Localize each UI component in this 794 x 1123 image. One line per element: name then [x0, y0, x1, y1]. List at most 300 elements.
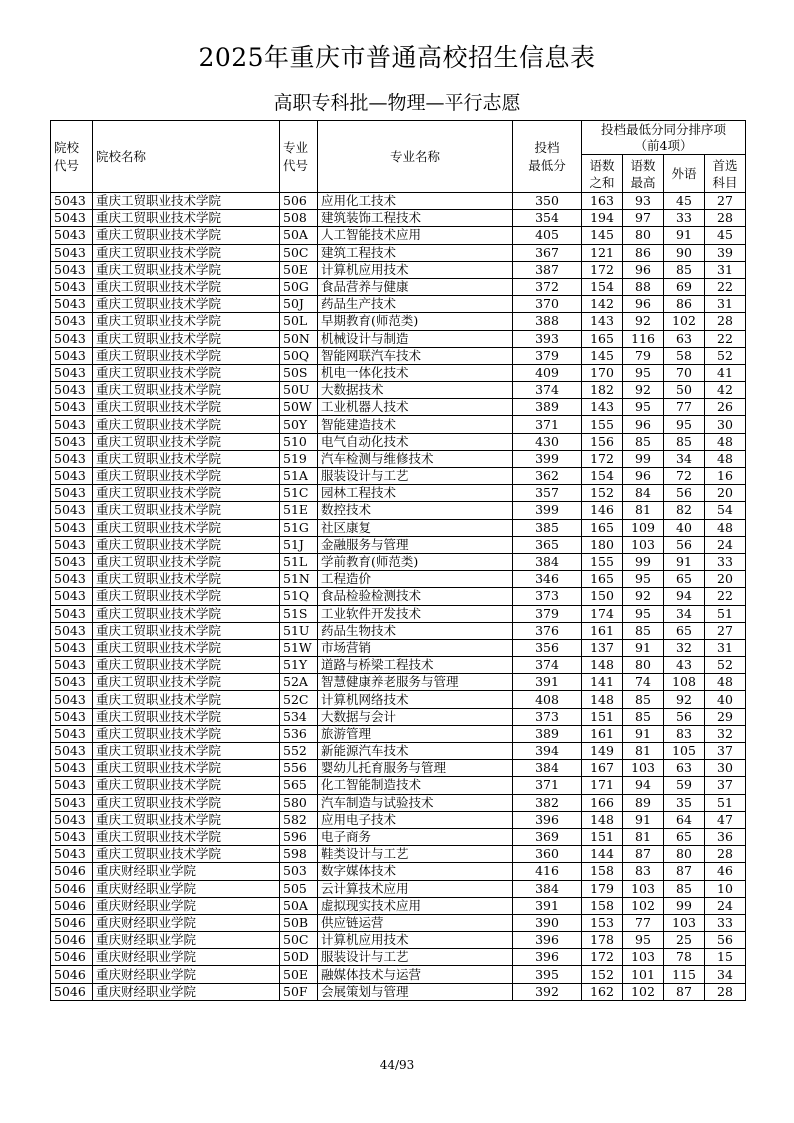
cell-chinese-math-max: 91 — [623, 811, 664, 828]
cell-chinese-math-max: 95 — [623, 364, 664, 381]
cell-foreign-language: 32 — [664, 639, 705, 656]
cell-major-code: 582 — [280, 811, 318, 828]
cell-chinese-math-max: 85 — [623, 622, 664, 639]
table-row — [51, 416, 746, 433]
cell-first-subject: 15 — [705, 949, 746, 966]
cell-major-code: 50C — [280, 932, 318, 949]
cell-min-score: 382 — [513, 794, 582, 811]
cell-major-code: 519 — [280, 450, 318, 467]
cell-min-score: 370 — [513, 296, 582, 313]
cell-school-name: 重庆工贸职业技术学院 — [93, 743, 280, 760]
cell-first-subject: 51 — [705, 605, 746, 622]
table-row — [51, 485, 746, 502]
cell-major-code: 50Q — [280, 347, 318, 364]
cell-major-code: 50D — [280, 949, 318, 966]
cell-major-name: 数控技术 — [318, 502, 513, 519]
cell-first-subject: 29 — [705, 708, 746, 725]
cell-major-code: 51W — [280, 639, 318, 656]
cell-school-code: 5043 — [51, 605, 93, 622]
cell-major-name: 智慧健康养老服务与管理 — [318, 674, 513, 691]
cell-major-code: 510 — [280, 433, 318, 450]
cell-chinese-math-sum: 162 — [582, 983, 623, 1000]
cell-chinese-math-sum: 150 — [582, 588, 623, 605]
cell-chinese-math-sum: 172 — [582, 261, 623, 278]
cell-min-score: 373 — [513, 588, 582, 605]
cell-first-subject: 46 — [705, 863, 746, 880]
cell-chinese-math-max: 81 — [623, 502, 664, 519]
cell-school-name: 重庆工贸职业技术学院 — [93, 193, 280, 210]
cell-major-code: 50A — [280, 897, 318, 914]
cell-major-name: 新能源汽车技术 — [318, 743, 513, 760]
cell-school-code: 5043 — [51, 450, 93, 467]
cell-min-score: 408 — [513, 691, 582, 708]
cell-major-name: 学前教育(师范类) — [318, 553, 513, 570]
cell-school-name: 重庆工贸职业技术学院 — [93, 571, 280, 588]
cell-major-code: 51L — [280, 553, 318, 570]
cell-chinese-math-max: 102 — [623, 983, 664, 1000]
cell-major-name: 旅游管理 — [318, 725, 513, 742]
cell-school-name: 重庆工贸职业技术学院 — [93, 433, 280, 450]
cell-major-code: 51C — [280, 485, 318, 502]
cell-foreign-language: 87 — [664, 983, 705, 1000]
cell-chinese-math-max: 91 — [623, 725, 664, 742]
cell-min-score: 346 — [513, 571, 582, 588]
cell-school-code: 5043 — [51, 244, 93, 261]
cell-chinese-math-max: 109 — [623, 519, 664, 536]
cell-foreign-language: 85 — [664, 261, 705, 278]
cell-foreign-language: 78 — [664, 949, 705, 966]
cell-chinese-math-sum: 165 — [582, 519, 623, 536]
cell-school-code: 5046 — [51, 914, 93, 931]
table-row — [51, 932, 746, 949]
cell-foreign-language: 45 — [664, 193, 705, 210]
cell-chinese-math-sum: 161 — [582, 622, 623, 639]
cell-chinese-math-sum: 163 — [582, 193, 623, 210]
cell-school-code: 5043 — [51, 828, 93, 845]
cell-foreign-language: 64 — [664, 811, 705, 828]
cell-school-code: 5043 — [51, 571, 93, 588]
cell-school-code: 5043 — [51, 811, 93, 828]
cell-min-score: 379 — [513, 605, 582, 622]
cell-school-name: 重庆工贸职业技术学院 — [93, 261, 280, 278]
cell-chinese-math-sum: 166 — [582, 794, 623, 811]
cell-major-name: 汽车制造与试验技术 — [318, 794, 513, 811]
cell-chinese-math-max: 92 — [623, 588, 664, 605]
cell-school-code: 5043 — [51, 468, 93, 485]
cell-school-name: 重庆工贸职业技术学院 — [93, 364, 280, 381]
table-row — [51, 880, 746, 897]
cell-chinese-math-sum: 174 — [582, 605, 623, 622]
cell-foreign-language: 65 — [664, 828, 705, 845]
cell-major-code: 51G — [280, 519, 318, 536]
cell-chinese-math-sum: 145 — [582, 227, 623, 244]
cell-first-subject: 32 — [705, 725, 746, 742]
cell-school-name: 重庆工贸职业技术学院 — [93, 278, 280, 295]
cell-chinese-math-sum: 172 — [582, 949, 623, 966]
cell-first-subject: 33 — [705, 914, 746, 931]
cell-school-code: 5043 — [51, 777, 93, 794]
cell-foreign-language: 115 — [664, 966, 705, 983]
cell-major-code: 51J — [280, 536, 318, 553]
cell-major-code: 51E — [280, 502, 318, 519]
cell-first-subject: 47 — [705, 811, 746, 828]
table-row — [51, 519, 746, 536]
cell-min-score: 430 — [513, 433, 582, 450]
cell-first-subject: 56 — [705, 932, 746, 949]
cell-school-name: 重庆工贸职业技术学院 — [93, 536, 280, 553]
cell-foreign-language: 56 — [664, 485, 705, 502]
cell-min-score: 371 — [513, 777, 582, 794]
cell-school-code: 5043 — [51, 743, 93, 760]
cell-major-name: 智能网联汽车技术 — [318, 347, 513, 364]
cell-major-name: 智能建造技术 — [318, 416, 513, 433]
cell-min-score: 396 — [513, 949, 582, 966]
cell-first-subject: 48 — [705, 674, 746, 691]
table-row — [51, 278, 746, 295]
cell-school-name: 重庆财经职业学院 — [93, 932, 280, 949]
cell-foreign-language: 77 — [664, 399, 705, 416]
cell-chinese-math-sum: 171 — [582, 777, 623, 794]
cell-foreign-language: 69 — [664, 278, 705, 295]
cell-major-code: 565 — [280, 777, 318, 794]
table-row — [51, 828, 746, 845]
cell-major-name: 建筑装饰工程技术 — [318, 210, 513, 227]
cell-foreign-language: 72 — [664, 468, 705, 485]
cell-chinese-math-sum: 148 — [582, 657, 623, 674]
cell-min-score: 379 — [513, 347, 582, 364]
cell-foreign-language: 80 — [664, 846, 705, 863]
table-row — [51, 949, 746, 966]
cell-min-score: 356 — [513, 639, 582, 656]
table-row — [51, 296, 746, 313]
cell-chinese-math-max: 102 — [623, 897, 664, 914]
cell-chinese-math-max: 99 — [623, 553, 664, 570]
table-row — [51, 674, 746, 691]
cell-chinese-math-sum: 154 — [582, 468, 623, 485]
cell-school-name: 重庆财经职业学院 — [93, 966, 280, 983]
cell-major-name: 药品生物技术 — [318, 622, 513, 639]
cell-major-name: 数字媒体技术 — [318, 863, 513, 880]
cell-chinese-math-sum: 180 — [582, 536, 623, 553]
cell-first-subject: 31 — [705, 261, 746, 278]
cell-major-code: 50F — [280, 983, 318, 1000]
cell-major-name: 食品营养与健康 — [318, 278, 513, 295]
cell-school-name: 重庆工贸职业技术学院 — [93, 382, 280, 399]
cell-min-score: 367 — [513, 244, 582, 261]
cell-min-score: 416 — [513, 863, 582, 880]
cell-school-name: 重庆工贸职业技术学院 — [93, 708, 280, 725]
cell-major-code: 51Y — [280, 657, 318, 674]
cell-foreign-language: 70 — [664, 364, 705, 381]
cell-chinese-math-sum: 143 — [582, 399, 623, 416]
table-body — [51, 193, 746, 1001]
cell-major-name: 大数据技术 — [318, 382, 513, 399]
cell-chinese-math-sum: 151 — [582, 708, 623, 725]
cell-major-name: 园林工程技术 — [318, 485, 513, 502]
cell-min-score: 393 — [513, 330, 582, 347]
cell-major-code: 50E — [280, 966, 318, 983]
cell-school-code: 5043 — [51, 519, 93, 536]
cell-school-name: 重庆工贸职业技术学院 — [93, 760, 280, 777]
cell-foreign-language: 34 — [664, 450, 705, 467]
cell-school-code: 5043 — [51, 536, 93, 553]
cell-school-code: 5043 — [51, 416, 93, 433]
cell-first-subject: 24 — [705, 897, 746, 914]
cell-first-subject: 54 — [705, 502, 746, 519]
cell-first-subject: 28 — [705, 846, 746, 863]
cell-major-code: 50B — [280, 914, 318, 931]
cell-chinese-math-sum: 142 — [582, 296, 623, 313]
cell-foreign-language: 43 — [664, 657, 705, 674]
cell-school-code: 5046 — [51, 949, 93, 966]
table-row — [51, 313, 746, 330]
cell-chinese-math-max: 96 — [623, 261, 664, 278]
cell-major-code: 51S — [280, 605, 318, 622]
cell-chinese-math-max: 103 — [623, 880, 664, 897]
cell-foreign-language: 65 — [664, 571, 705, 588]
cell-major-code: 50S — [280, 364, 318, 381]
cell-chinese-math-max: 93 — [623, 193, 664, 210]
cell-min-score: 390 — [513, 914, 582, 931]
cell-chinese-math-max: 97 — [623, 210, 664, 227]
cell-min-score: 391 — [513, 674, 582, 691]
cell-chinese-math-max: 83 — [623, 863, 664, 880]
table-row — [51, 433, 746, 450]
cell-min-score: 399 — [513, 450, 582, 467]
cell-min-score: 374 — [513, 382, 582, 399]
cell-major-code: 51Q — [280, 588, 318, 605]
header-min-score: 投档 最低分 — [513, 121, 582, 193]
cell-chinese-math-max: 89 — [623, 794, 664, 811]
cell-chinese-math-sum: 145 — [582, 347, 623, 364]
cell-major-name: 计算机应用技术 — [318, 261, 513, 278]
cell-major-name: 大数据与会计 — [318, 708, 513, 725]
cell-school-name: 重庆工贸职业技术学院 — [93, 605, 280, 622]
cell-chinese-math-max: 101 — [623, 966, 664, 983]
cell-major-code: 505 — [280, 880, 318, 897]
cell-first-subject: 22 — [705, 278, 746, 295]
table-row — [51, 227, 746, 244]
table-row — [51, 502, 746, 519]
cell-school-name: 重庆工贸职业技术学院 — [93, 296, 280, 313]
cell-min-score: 389 — [513, 399, 582, 416]
cell-major-name: 药品生产技术 — [318, 296, 513, 313]
cell-foreign-language: 103 — [664, 914, 705, 931]
cell-chinese-math-sum: 148 — [582, 691, 623, 708]
cell-first-subject: 42 — [705, 382, 746, 399]
cell-major-code: 51N — [280, 571, 318, 588]
cell-chinese-math-sum: 158 — [582, 863, 623, 880]
cell-major-code: 50J — [280, 296, 318, 313]
cell-min-score: 374 — [513, 657, 582, 674]
cell-first-subject: 31 — [705, 296, 746, 313]
cell-first-subject: 31 — [705, 639, 746, 656]
cell-foreign-language: 34 — [664, 605, 705, 622]
cell-first-subject: 24 — [705, 536, 746, 553]
cell-school-name: 重庆财经职业学院 — [93, 914, 280, 931]
cell-school-name: 重庆工贸职业技术学院 — [93, 399, 280, 416]
cell-first-subject: 30 — [705, 760, 746, 777]
table-row — [51, 193, 746, 210]
cell-major-name: 工程造价 — [318, 571, 513, 588]
cell-chinese-math-sum: 154 — [582, 278, 623, 295]
cell-chinese-math-sum: 182 — [582, 382, 623, 399]
cell-foreign-language: 85 — [664, 433, 705, 450]
table-row — [51, 897, 746, 914]
cell-school-name: 重庆工贸职业技术学院 — [93, 485, 280, 502]
cell-school-name: 重庆工贸职业技术学院 — [93, 811, 280, 828]
cell-school-code: 5043 — [51, 485, 93, 502]
cell-school-code: 5043 — [51, 296, 93, 313]
cell-chinese-math-sum: 167 — [582, 760, 623, 777]
cell-first-subject: 34 — [705, 966, 746, 983]
cell-school-name: 重庆工贸职业技术学院 — [93, 657, 280, 674]
cell-min-score: 372 — [513, 278, 582, 295]
cell-chinese-math-max: 74 — [623, 674, 664, 691]
cell-first-subject: 20 — [705, 485, 746, 502]
cell-chinese-math-sum: 151 — [582, 828, 623, 845]
cell-school-name: 重庆工贸职业技术学院 — [93, 468, 280, 485]
cell-min-score: 365 — [513, 536, 582, 553]
cell-major-name: 供应链运营 — [318, 914, 513, 931]
table-row — [51, 210, 746, 227]
cell-school-name: 重庆工贸职业技术学院 — [93, 639, 280, 656]
cell-min-score: 360 — [513, 846, 582, 863]
cell-foreign-language: 102 — [664, 313, 705, 330]
cell-major-code: 51A — [280, 468, 318, 485]
page-subtitle: 高职专科批—物理—平行志愿 — [273, 92, 521, 114]
cell-first-subject: 27 — [705, 193, 746, 210]
cell-school-name: 重庆财经职业学院 — [93, 983, 280, 1000]
cell-major-name: 机械设计与制造 — [318, 330, 513, 347]
cell-chinese-math-sum: 153 — [582, 914, 623, 931]
cell-major-code: 52A — [280, 674, 318, 691]
cell-foreign-language: 86 — [664, 296, 705, 313]
cell-school-code: 5046 — [51, 932, 93, 949]
cell-first-subject: 48 — [705, 519, 746, 536]
table-row — [51, 244, 746, 261]
cell-school-code: 5043 — [51, 760, 93, 777]
cell-school-name: 重庆工贸职业技术学院 — [93, 227, 280, 244]
table-row — [51, 846, 746, 863]
cell-first-subject: 52 — [705, 347, 746, 364]
table-row — [51, 330, 746, 347]
cell-min-score: 350 — [513, 193, 582, 210]
cell-chinese-math-sum: 155 — [582, 553, 623, 570]
cell-chinese-math-sum: 170 — [582, 364, 623, 381]
cell-min-score: 389 — [513, 725, 582, 742]
cell-foreign-language: 65 — [664, 622, 705, 639]
cell-major-name: 会展策划与管理 — [318, 983, 513, 1000]
cell-school-name: 重庆工贸职业技术学院 — [93, 519, 280, 536]
cell-min-score: 396 — [513, 932, 582, 949]
cell-major-name: 社区康复 — [318, 519, 513, 536]
admission-table — [50, 120, 746, 1001]
table-row — [51, 743, 746, 760]
cell-min-score: 395 — [513, 966, 582, 983]
cell-chinese-math-sum: 149 — [582, 743, 623, 760]
table-row — [51, 708, 746, 725]
cell-school-code: 5043 — [51, 193, 93, 210]
cell-foreign-language: 56 — [664, 708, 705, 725]
cell-school-code: 5043 — [51, 278, 93, 295]
cell-major-name: 汽车检测与维修技术 — [318, 450, 513, 467]
cell-school-code: 5043 — [51, 639, 93, 656]
cell-major-code: 534 — [280, 708, 318, 725]
cell-foreign-language: 85 — [664, 880, 705, 897]
cell-major-name: 计算机网络技术 — [318, 691, 513, 708]
cell-first-subject: 22 — [705, 588, 746, 605]
table-row — [51, 605, 746, 622]
cell-chinese-math-sum: 143 — [582, 313, 623, 330]
cell-major-name: 建筑工程技术 — [318, 244, 513, 261]
cell-major-code: 508 — [280, 210, 318, 227]
cell-foreign-language: 82 — [664, 502, 705, 519]
cell-min-score: 385 — [513, 519, 582, 536]
table-row — [51, 639, 746, 656]
cell-first-subject: 40 — [705, 691, 746, 708]
cell-major-code: 52C — [280, 691, 318, 708]
cell-major-code: 50N — [280, 330, 318, 347]
cell-major-code: 552 — [280, 743, 318, 760]
cell-foreign-language: 95 — [664, 416, 705, 433]
cell-first-subject: 33 — [705, 553, 746, 570]
cell-min-score: 391 — [513, 897, 582, 914]
table-row — [51, 553, 746, 570]
cell-school-name: 重庆财经职业学院 — [93, 949, 280, 966]
cell-school-name: 重庆工贸职业技术学院 — [93, 777, 280, 794]
cell-min-score: 396 — [513, 811, 582, 828]
cell-min-score: 409 — [513, 364, 582, 381]
cell-foreign-language: 87 — [664, 863, 705, 880]
cell-major-code: 50A — [280, 227, 318, 244]
cell-chinese-math-max: 81 — [623, 828, 664, 845]
table-row — [51, 811, 746, 828]
cell-foreign-language: 33 — [664, 210, 705, 227]
cell-major-name: 金融服务与管理 — [318, 536, 513, 553]
cell-school-name: 重庆工贸职业技术学院 — [93, 330, 280, 347]
cell-school-code: 5043 — [51, 364, 93, 381]
cell-chinese-math-sum: 172 — [582, 450, 623, 467]
cell-min-score: 357 — [513, 485, 582, 502]
table-row — [51, 983, 746, 1000]
cell-major-name: 工业机器人技术 — [318, 399, 513, 416]
cell-first-subject: 48 — [705, 433, 746, 450]
cell-chinese-math-max: 87 — [623, 846, 664, 863]
cell-min-score: 373 — [513, 708, 582, 725]
cell-min-score: 371 — [513, 416, 582, 433]
cell-foreign-language: 83 — [664, 725, 705, 742]
cell-chinese-math-sum: 165 — [582, 571, 623, 588]
cell-major-name: 电气自动化技术 — [318, 433, 513, 450]
cell-chinese-math-max: 96 — [623, 416, 664, 433]
cell-school-code: 5046 — [51, 863, 93, 880]
cell-school-code: 5043 — [51, 313, 93, 330]
cell-school-code: 5046 — [51, 880, 93, 897]
cell-school-name: 重庆工贸职业技术学院 — [93, 244, 280, 261]
cell-min-score: 405 — [513, 227, 582, 244]
cell-school-code: 5046 — [51, 983, 93, 1000]
cell-school-name: 重庆工贸职业技术学院 — [93, 450, 280, 467]
cell-first-subject: 28 — [705, 210, 746, 227]
cell-school-code: 5043 — [51, 588, 93, 605]
cell-school-code: 5043 — [51, 399, 93, 416]
cell-chinese-math-sum: 141 — [582, 674, 623, 691]
table-row — [51, 382, 746, 399]
cell-chinese-math-sum: 161 — [582, 725, 623, 742]
header-sub-chinese-math-sum: 语数 之和 — [582, 155, 623, 193]
cell-school-code: 5043 — [51, 846, 93, 863]
